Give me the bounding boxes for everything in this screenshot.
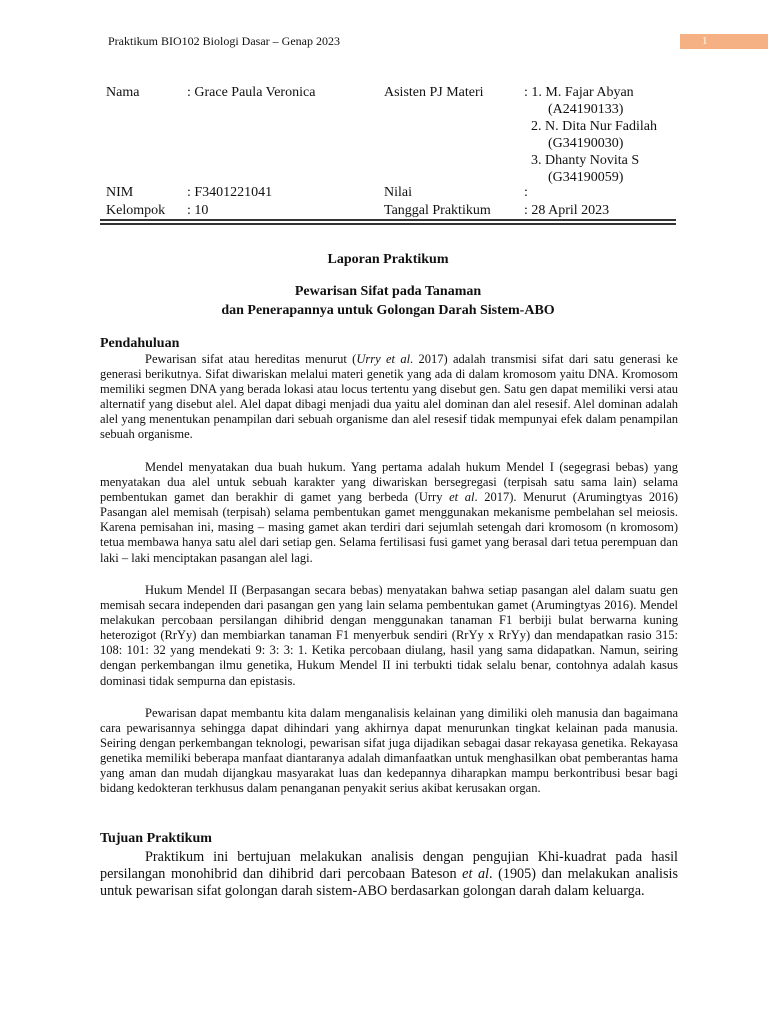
- pendahuluan-heading: Pendahuluan: [100, 336, 180, 351]
- pendahuluan-paragraph-1: [100, 352, 678, 443]
- asisten-line-3: 2. N. Dita Nur Fadilah: [531, 119, 657, 134]
- asisten-label: Asisten PJ Materi: [384, 85, 484, 100]
- tujuan-heading: Tujuan Praktikum: [100, 831, 212, 846]
- p1-text-a: Pewarisan sifat atau hereditas menurut (: [145, 352, 357, 366]
- nilai-label: Nilai: [384, 185, 412, 200]
- asisten-line-5: 3. Dhanty Novita S: [531, 153, 640, 168]
- pendahuluan-paragraph-3: Hukum Mendel II (Berpasangan secara bebas) menyatakan bahwa setiap pasangan alel dalam suatu gen memisah secara independen dari pasangan gen yang lain selama pembentukan gamet (Arumingtyas 2016). Mendel melakukan percobaan persilangan dihibrid dengan menggunakan tanaman F1 berbiji bulat berwarna kuning heterozigot (RrYy) dan membiarkan tanaman F1 menyerbuk sendiri (RrYy x RrYy) dan mendapatkan rasio 315: 108: 101: 32 yang mendekati 9: 3: 3: 1. Ketika percobaan diulang, hasil yang sama didapatkan. Namun, seiring dengan perkembangan ilmu genetika, Hukum Mendel II ini terbukti tidak selalu benar, contohnya adalah kasus dominasi tidak sempurna dan epistasis.: [100, 583, 678, 688]
- running-header-title: Praktikum BIO102 Biologi Dasar – Genap 2023: [108, 34, 340, 48]
- kelompok-value: : 10: [187, 203, 209, 218]
- tujuan-text-b: . (1905) dan melakukan analisis untuk pewarisan sifat golongan darah sistem-ABO berdasarkan golongan darah dalam keluarga.: [100, 866, 678, 900]
- tanggal-value: : 28 April 2023: [524, 203, 610, 218]
- pendahuluan-paragraph-2: [100, 460, 678, 566]
- p1-citation: Urry et al: [356, 352, 411, 366]
- p2-citation: et al: [449, 490, 475, 505]
- tujuan-paragraph: [100, 849, 678, 901]
- nama-value: : Grace Paula Veronica: [187, 85, 316, 100]
- nama-label: Nama: [106, 85, 140, 100]
- tujuan-text-a: Praktikum ini bertujuan melakukan analisis dengan pengujian Khi-kuadrat pada hasil persilangan monohibrid dan dihibrid dari percobaan Bateson: [100, 849, 678, 883]
- asisten-line-6: (G34190059): [548, 170, 624, 185]
- kelompok-label: Kelompok: [106, 203, 166, 218]
- p2-text-b: . 2017). Menurut (Arumingtyas 2016) Pasangan alel memisah (terpisah) selama pembentukan gamet menggunakan mekanisme pembelahan sel meiosis. Karena pemisahan ini, masing – masing gamet akan terdiri dari sejumlah setengah dari kromosom (n kromosom) tetua membawa hanya satu alel dari setiap gen. Selama fertilisasi fusi gamet yang berasal dari tetua perempuan dan laki – laki menciptakan pasangan alel lagi.: [100, 490, 679, 565]
- pendahuluan-paragraph-4: Pewarisan dapat membantu kita dalam menganalisis kelainan yang dimiliki oleh manusia dan bagaimana cara pewarisannya sehingga dapat dihindari yang akhirnya dapat menurunkan tingkat kelainan pada manusia. Seiring dengan perkembangan teknologi, pewarisan sifat juga dijadikan sebagai dasar rekayasa genetika. Rekayasa genetika memiliki beberapa manfaat diantaranya adalah dimanfaatkan untuk menghasilkan obat pemberantas hama yang aman dan mudah dijangkau masyarakat luas dan kedepannya diharapkan mampu berkontribusi besar bagi bidang kedokteran terkhusus dalam penanganan penyakit serius akibat kerusakan organ.: [100, 706, 678, 796]
- asisten-line-1: : 1. M. Fajar Abyan: [524, 85, 634, 100]
- tanggal-label: Tanggal Praktikum: [384, 203, 491, 218]
- p1-text-b: . 2017) adalah transmisi sifat dari satu generasi ke generasi berikutnya. Sifat diwariskan melalui materi genetik yang ada di dalam kromosom yaitu DNA. Kromosom memiliki segmen DNA yang berada lokasi atau locus tertentu yang disebut gen. Satu gen dapat memiliki versi atau alternatif yang disebut alel. Alel dapat dibagi menjadi dua yaitu alel dominan dan alel resesif. Alel dominan adalah alel yang menentukan penampilan dari sebuah organisme dan alel resesif tidak mempunyai efek dalam penampilan sebuah organisme.: [100, 352, 678, 442]
- nim-label: NIM: [106, 185, 134, 200]
- report-kind: Laporan Praktikum: [327, 252, 449, 267]
- page-number-badge: 1: [680, 34, 768, 49]
- tujuan-citation: et al: [462, 866, 489, 883]
- report-title-line-2: dan Penerapannya untuk Golongan Darah Sistem-ABO: [221, 303, 555, 318]
- double-rule-divider: [100, 219, 676, 225]
- report-title-line-1: Pewarisan Sifat pada Tanaman: [294, 284, 482, 299]
- p2-text-a: Mendel menyatakan dua buah hukum. Yang pertama adalah hukum Mendel I (segegrasi bebas) yang menyatakan dua alel untuk sebuah karakter yang diwariskan bersegregasi (terpisah satu sama lain) selama pembentukan gamet dan berakhir di gamet yang berbeda (Urry: [100, 460, 678, 505]
- nilai-value: :: [524, 185, 528, 200]
- asisten-line-4: (G34190030): [548, 136, 624, 151]
- asisten-line-2: (A24190133): [548, 102, 624, 117]
- nim-value: : F3401221041: [187, 185, 273, 200]
